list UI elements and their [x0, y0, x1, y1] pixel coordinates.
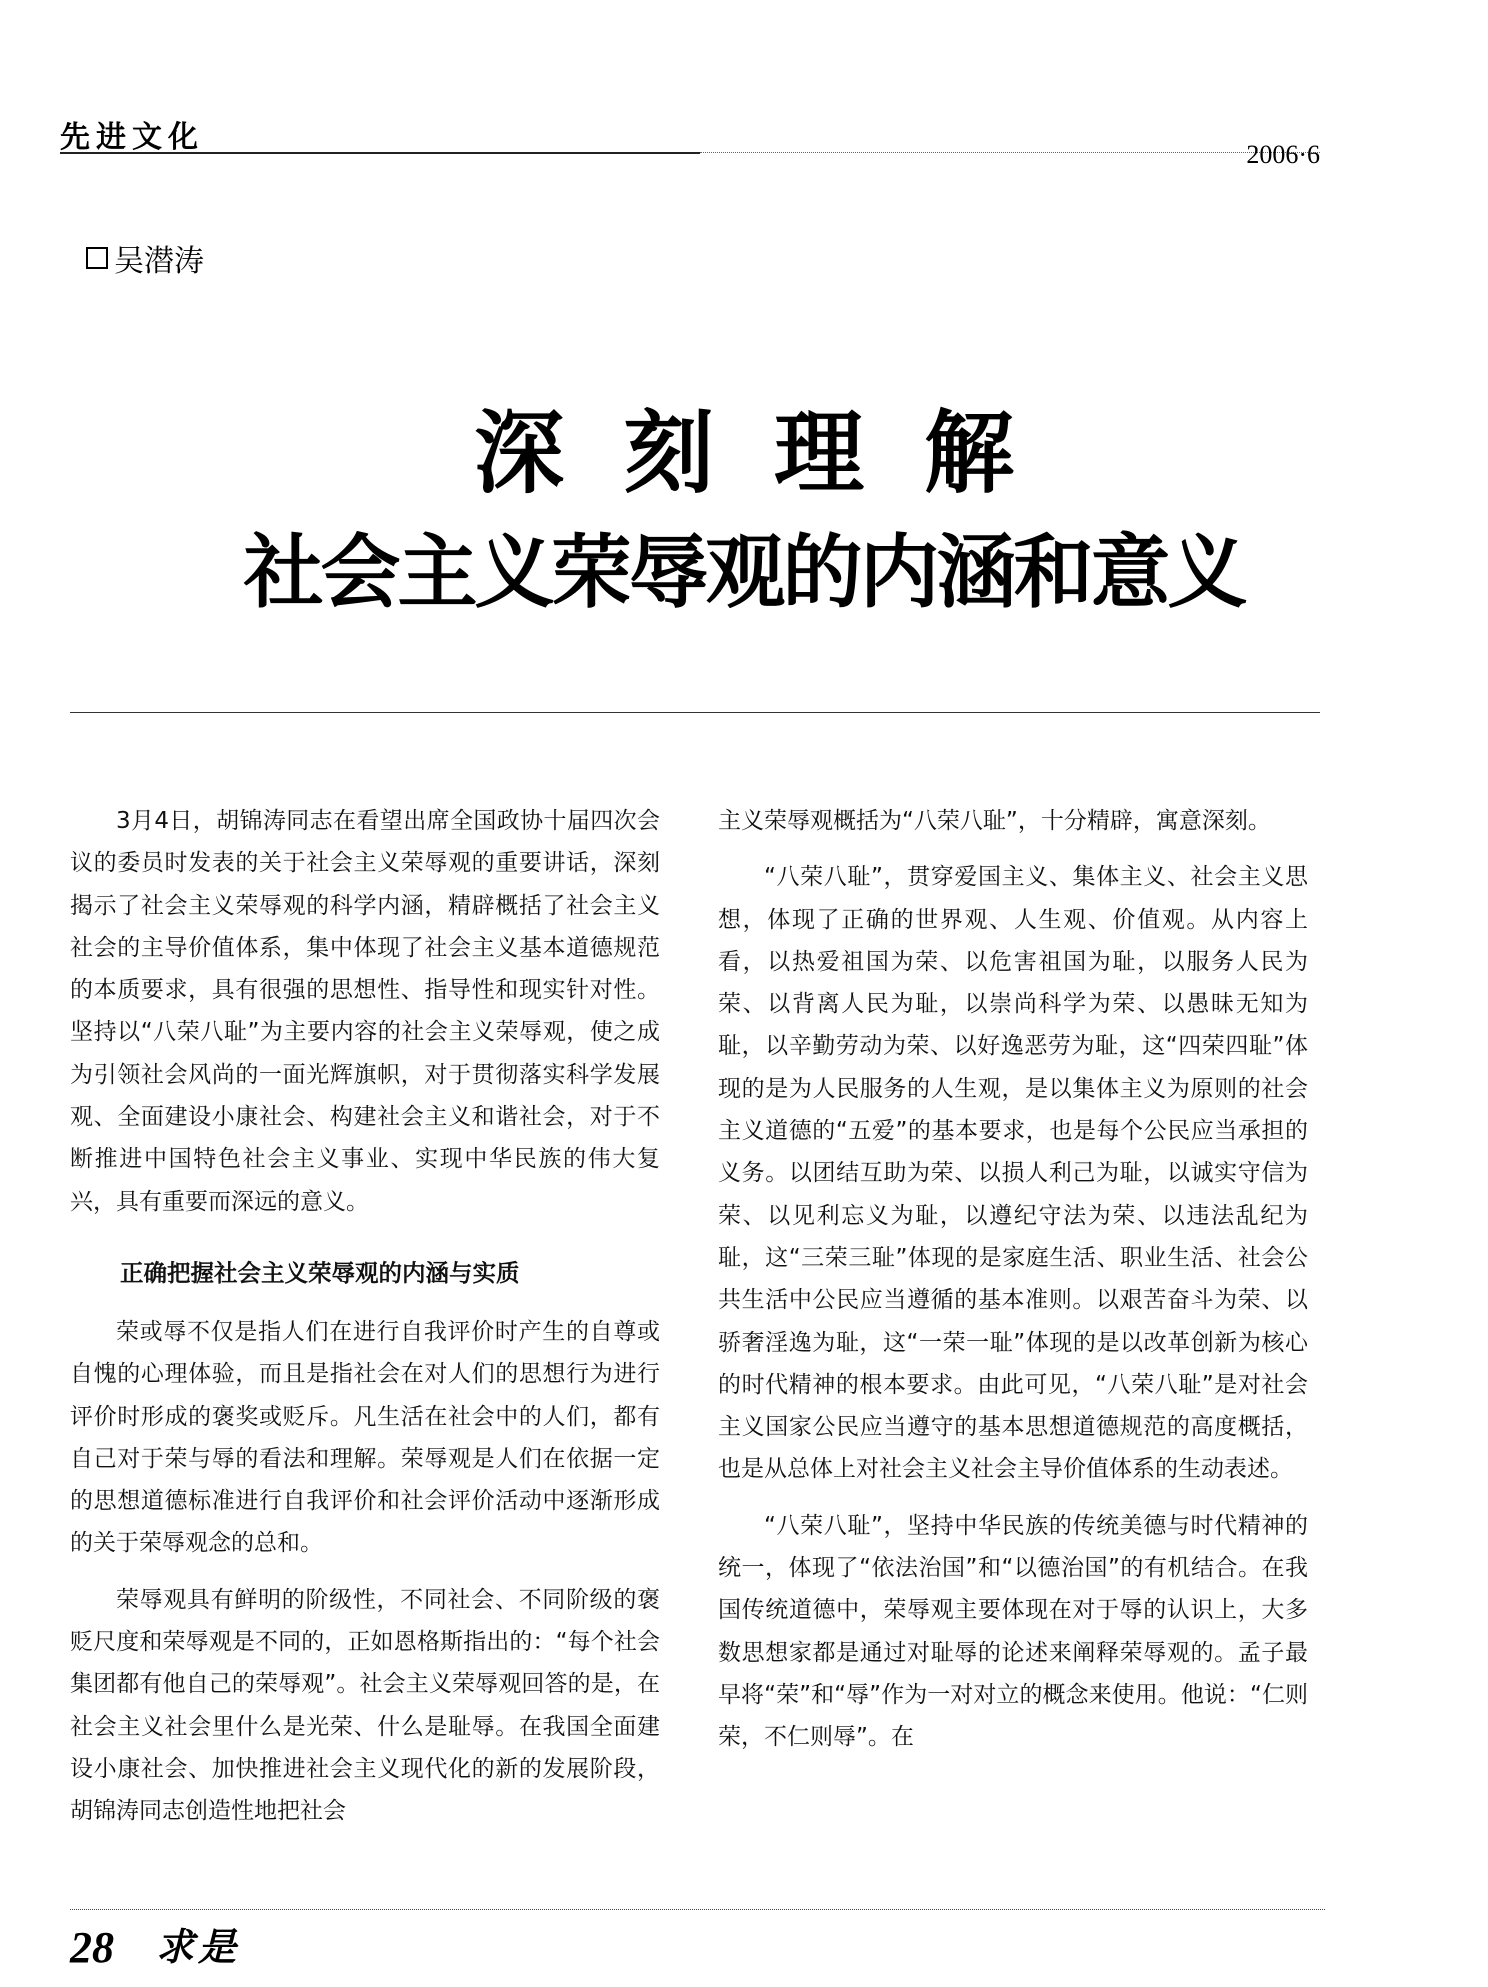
title-line-1: 深刻理解: [474, 400, 1074, 506]
magazine-name: 求是: [156, 1924, 241, 1969]
paragraph: 荣辱观具有鲜明的阶级性，不同社会、不同阶级的褒贬尺度和荣辱观是不同的，正如恩格斯指出的：“每个社会集团都有他自己的荣辱观”。社会主义荣辱观回答的是，在社会主义社会里什么是光荣、什么是耻辱。在我国全面建设小康社会、加快推进社会主义现代化的新的发展阶段，胡锦涛同志创造性地把社会: [70, 1586, 660, 1825]
left-column: [70, 800, 660, 1833]
paragraph: 3月4日，胡锦涛同志在看望出席全国政协十届四次会议的委员时发表的关于社会主义荣辱观的重要讲话，深刻揭示了社会主义荣辱观的科学内涵，精辟概括了社会主义社会的主导价值体系，集中体现了社会主义基本道德规范的本质要求，具有很强的思想性、指导性和现实针对性。坚持以“八荣八耻”为主要内容的社会主义荣辱观，使之成为引领社会风尚的一面光辉旗帜，对于贯彻落实科学发展观、全面建设小康社会、构建社会主义和谐社会，对于不断推进中国特色社会主义事业、实现中华民族的伟大复兴，具有重要而深远的意义。: [70, 808, 660, 1215]
header-rule-dotted: [700, 152, 1320, 153]
author-line: [86, 236, 204, 280]
section-label: 先进文化: [60, 120, 204, 155]
page-number: 28: [70, 1923, 114, 1972]
paragraph: 荣或辱不仅是指人们在进行自我评价时产生的自尊或自愧的心理体验，而且是指社会在对人们的思想行为进行评价时形成的褒奖或贬斥。凡生活在社会中的人们，都有自己对于荣与辱的看法和理解。荣辱观是人们在依据一定的思想道德标准进行自我评价和社会评价活动中逐渐形成的关于荣辱观念的总和。: [70, 1318, 660, 1557]
author-box-icon: [86, 247, 108, 269]
footer-rule: [70, 1909, 1325, 1910]
right-column: [718, 800, 1308, 1759]
paragraph: “八荣八耻”，贯穿爱国主义、集体主义、社会主义思想，体现了正确的世界观、人生观、价值观。从内容上看，以热爱祖国为荣、以危害祖国为耻，以服务人民为荣、以背离人民为耻，以崇尚科学为荣、以愚昧无知为耻，以辛勤劳动为荣、以好逸恶劳为耻，这“四荣四耻”体现的是为人民服务的人生观，是以集体主义为原则的社会主义道德的“五爱”的基本要求，也是每个公民应当承担的义务。以团结互助为荣、以损人利己为耻，以诚实守信为荣、以见利忘义为耻，以遵纪守法为荣、以违法乱纪为耻，这“三荣三耻”体现的是家庭生活、职业生活、社会公共生活中公民应当遵循的基本准则。以艰苦奋斗为荣、以骄奢淫逸为耻，这“一荣一耻”体现的是以改革创新为核心的时代精神的根本要求。由此可见，“八荣八耻”是对社会主义国家公民应当遵守的基本思想道德规范的高度概括，也是从总体上对社会主义社会主导价值体系的生动表述。: [718, 864, 1308, 1483]
author-name: 吴潜涛: [114, 244, 204, 279]
paragraph: 主义荣辱观概括为“八荣八耻”，十分精辟，寓意深刻。: [718, 808, 1271, 834]
paragraph: “八荣八耻”，坚持中华民族的传统美德与时代精神的统一，体现了“依法治国”和“以德治国”的有机结合。在我国传统道德中，荣辱观主要体现在对于辱的认识上，大多数思想家都是通过对耻辱的论述来阐释荣辱观的。孟子最早将“荣”和“辱”作为一对对立的概念来使用。他说：“仁则荣，不仁则辱”。在: [718, 1512, 1308, 1751]
title-line-2: 社会主义荣辱观的内涵和意义: [243, 525, 1245, 619]
section-heading: 正确把握社会主义荣辱观的内涵与实质: [120, 1258, 520, 1287]
issue-date: 2006·6: [1246, 140, 1320, 169]
title-rule: [70, 712, 1320, 713]
